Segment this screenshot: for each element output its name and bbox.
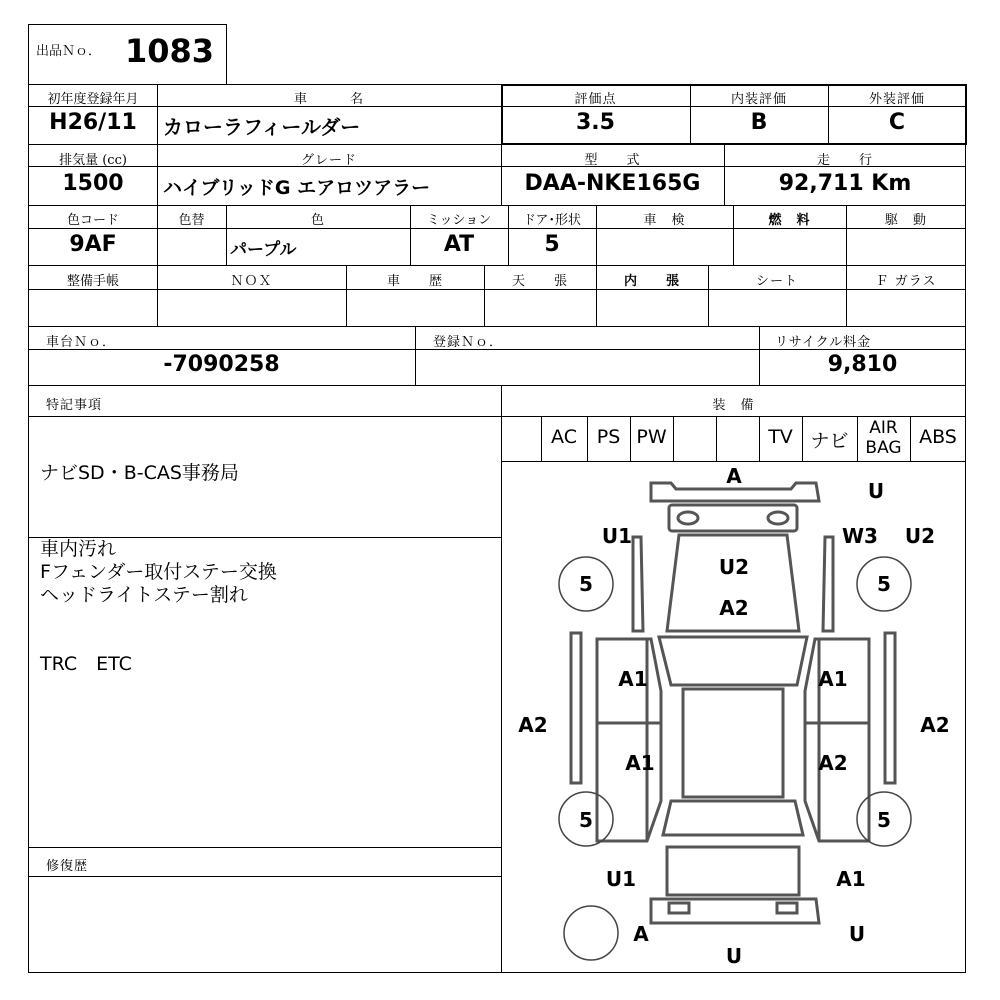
equip-ps: PS (596, 426, 621, 448)
repair-history-label: 修復歴 (46, 859, 89, 874)
mark-left-front-door: A1 (618, 667, 648, 691)
mark-rr-tire: 5 (877, 808, 891, 832)
mission-value: AT (443, 232, 475, 257)
color-label: 色 (310, 213, 325, 228)
equip-ac: AC (551, 426, 577, 448)
mark-rear-right: U (848, 922, 866, 946)
score-label: 評価点 (574, 92, 617, 107)
displacement-label: 排気量 (cc) (59, 153, 127, 168)
mark-front: U (867, 479, 885, 503)
roof-label: 天 張 (511, 274, 568, 289)
note-line: Fフェンダー取付ステー交換 (40, 561, 277, 583)
nox-label: ＮＯＸ (230, 274, 273, 289)
notes-list (40, 538, 277, 676)
equip-pw: PW (636, 426, 667, 448)
mark-windshield: W3 (842, 524, 878, 548)
score-value: 3.5 (576, 110, 615, 135)
interior-value: B (750, 110, 768, 135)
lot-number: 1083 (125, 32, 215, 70)
fglass-label: Ｆ ガラス (875, 274, 937, 289)
mark-left-front-fender: U1 (601, 524, 633, 548)
equip-tv: TV (768, 426, 793, 448)
note-line: TRC ETC (40, 653, 132, 675)
interior-label: 内装評価 (730, 92, 787, 107)
equip-airbag: AIR BAG (865, 418, 902, 458)
car-name-value: カローラフィールダー (163, 115, 361, 139)
note-line (40, 630, 277, 653)
color-code-label: 色コード (66, 213, 119, 228)
mark-hood-u2: U2 (718, 555, 750, 579)
mileage-value: 92,711 Km (778, 171, 912, 196)
mark-fr-tire: 5 (877, 572, 891, 596)
model-value: DAA-NKE165G (524, 171, 701, 196)
seat-label: シート (755, 274, 798, 289)
fuel-label: 燃 料 (768, 213, 811, 228)
mark-right-rear-door: A2 (818, 751, 848, 775)
displacement-value: 1500 (62, 171, 124, 196)
color-code-value: 9AF (69, 232, 117, 257)
exterior-value: C (888, 110, 906, 135)
special-notes-text: ナビSD・B-CAS事務局 (40, 462, 239, 484)
chassis-value: -7090258 (163, 352, 280, 377)
recycle-label: リサイクル料金 (775, 335, 872, 350)
mark-right-front-door: A1 (818, 667, 848, 691)
mark-fl-tire: 5 (579, 572, 593, 596)
chassis-label: 車台Ｎｏ． (46, 335, 117, 350)
car-name-label: 車 名 (293, 92, 364, 107)
mission-label: ミッション (426, 213, 492, 228)
equip-navi: ナビ (810, 430, 849, 452)
equip-abs: ABS (919, 426, 957, 448)
maintenance-label: 整備手帳 (66, 274, 119, 289)
mark-left-rear-door: A1 (625, 751, 655, 775)
equipment-label: 装 備 (712, 398, 755, 413)
car-diagram (501, 461, 966, 973)
mark-right-rear-fender: A1 (836, 867, 866, 891)
grade-label: グレード (300, 153, 357, 168)
mark-front-bumper: A (726, 464, 742, 488)
mark-left-side: A2 (518, 713, 548, 737)
first-reg-label: 初年度登録年月 (47, 92, 139, 107)
mileage-label: 走 行 (816, 153, 873, 168)
lot-label: 出品Ｎｏ． (36, 44, 102, 59)
recycle-value: 9,810 (827, 352, 898, 377)
color-change-label: 色替 (178, 213, 205, 228)
note-line: 車内汚れ (40, 538, 117, 560)
drive-label: 駆 動 (884, 213, 927, 228)
note-line: ヘッドライトステー割れ (40, 584, 248, 606)
exterior-label: 外装評価 (868, 92, 925, 107)
history-label: 車 歴 (386, 274, 443, 289)
door-value: 5 (544, 232, 560, 257)
note-line (40, 607, 277, 630)
mark-right-side: A2 (920, 713, 950, 737)
mark-hood-a2: A2 (719, 596, 749, 620)
inspection-label: 車 検 (643, 213, 686, 228)
car-outline (571, 483, 895, 923)
spare-wheel (564, 906, 618, 960)
mark-right-front-fender: U2 (904, 524, 936, 548)
mark-rl-tire: 5 (579, 808, 593, 832)
mark-rear-bumper: U (725, 944, 743, 968)
grade-value: ハイブリッドG エアロツアラー (163, 177, 431, 199)
reg-no-label: 登録Ｎｏ． (433, 335, 504, 350)
door-label: ドア･形状 (522, 213, 582, 228)
mark-rear-bumper-left: A (633, 922, 649, 946)
model-label: 型 式 (584, 153, 641, 168)
first-reg-value: H26/11 (49, 110, 137, 135)
interior-lining-label: 内 張 (623, 274, 680, 289)
color-value: パープル (230, 240, 297, 260)
special-notes-label: 特記事項 (46, 398, 103, 413)
mark-left-rear-fender: U1 (605, 867, 637, 891)
